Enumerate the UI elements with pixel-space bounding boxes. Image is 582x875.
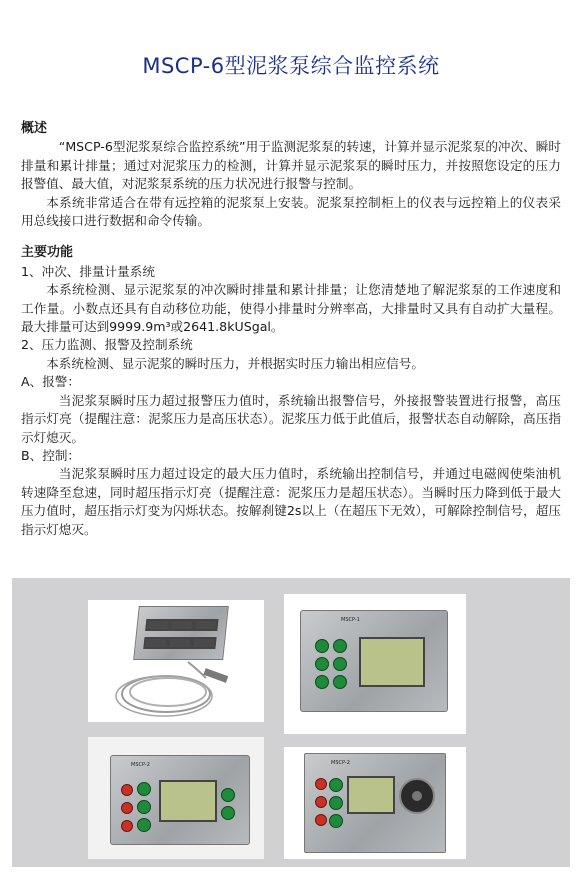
- lcd-screen: [159, 780, 217, 822]
- alarm-title: A、报警：: [21, 374, 80, 390]
- alarm-text: 当泥浆泵瞬时压力超过报警压力值时，系统输出报警信号，外接报警装置进行报警，高压指示灯亮（提醒注意：泥浆压力是高压状态）。泥浆压力低于此值后，报警状态自动解除，高压指示灯熄灭。: [21, 392, 561, 445]
- sensor-cable-graphic: [88, 600, 264, 722]
- product-photo-1: [88, 600, 264, 722]
- overview-paragraph-1: “MSCP-6型泥浆泵综合监控系统”用于监测泥浆泵的转速，计算并显示泥浆泵的冲次、瞬时排量和累计排量；通过对泥浆压力的检测，计算并显示泥浆泵的瞬时压力，并按照您设定的压力报警值、最大值，对泥浆泵系统的压力状况进行报警与控制。: [21, 139, 561, 192]
- feature-1-title: 1、冲次、排量计量系统: [21, 263, 155, 279]
- product-photo-2: [284, 594, 466, 734]
- monitor-box-with-gauge: MSCP-2: [304, 753, 446, 853]
- product-photo-3: [88, 737, 264, 859]
- monitor-box: MSCP-1: [300, 610, 448, 712]
- page-title: MSCP-6型泥浆泵综合监控系统: [142, 54, 440, 78]
- features-heading: 主要功能: [21, 245, 74, 261]
- product-photo-4: [284, 747, 466, 859]
- round-gauge-icon: [399, 778, 435, 814]
- overview-paragraph-2: 本系统非常适合在带有远控箱的泥浆泵上安装。泥浆泵控制柜上的仪表与远控箱上的仪表采用总线接口进行数据和命令传输。: [21, 194, 561, 229]
- product-gallery: [12, 578, 570, 867]
- main-text: [21, 120, 561, 539]
- feature-2-text: 本系统检测、显示泥浆的瞬时压力，并根据实时压力输出相应信号。: [46, 355, 424, 371]
- feature-2-title: 2、压力监测、报警及控制系统: [21, 337, 193, 353]
- control-panel: MSCP-2: [110, 755, 250, 845]
- control-text: 当泥浆泵瞬时压力超过设定的最大压力值时，系统输出控制信号，并通过电磁阀使柴油机转速降至怠速，同时超压指示灯亮（提醒注意：泥浆压力是超压状态）。当瞬时压力降到低于最大压力值时，超压指示灯变为闪烁状态。按解刹键2s以上（在超压下无效），可解除控制信号，超压指示灯熄灭。: [21, 466, 561, 537]
- lcd-screen: [347, 776, 395, 814]
- overview-heading: 概述: [21, 121, 48, 136]
- lcd-screen: [359, 637, 425, 687]
- feature-1-text: 本系统检测、显示泥浆泵的冲次瞬时排量和累计排量；让您清楚地了解泥浆泵的工作速度和工作量。小数点还具有自动移位功能，使得小排量时分辨率高，大排量时又具有自动扩大量程。最大排量可达到9999.9m³或2641.8kUSgal。: [21, 282, 561, 335]
- control-title: B、控制：: [21, 447, 81, 463]
